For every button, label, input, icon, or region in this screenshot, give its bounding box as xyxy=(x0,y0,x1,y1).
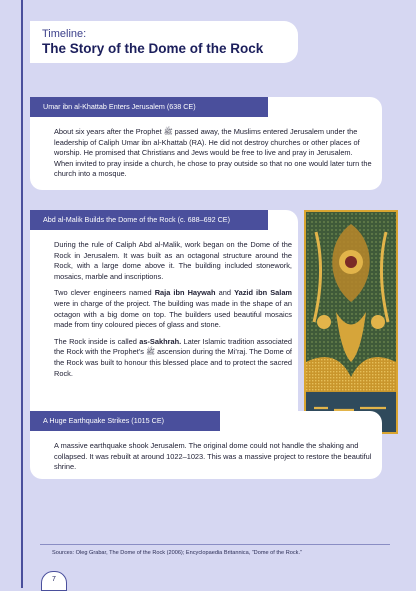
text-run: The Rock inside is called xyxy=(54,336,140,346)
section-paragraph: About six years after the Prophet ﷺ passed away, the Muslims entered Jerusalem under the leadership of Caliph Umar ibn al-Khattab (RA). He did not destroy churches or other places of worship. He promised that Christians and Jews would be free to live and pray in Jerusalem. When invited to pray inside a church, he chose to pray outside so that no one would later turn the church into a mosque. xyxy=(54,127,372,179)
term-sakhrah: as-Sakhrah. xyxy=(139,336,182,346)
timeline-card-abd-al-malik xyxy=(30,210,298,431)
sources-note: Sources: Oleg Grabar, The Dome of the Rock (2006); Encyclopaedia Britannica, “Dome of the Rock.” xyxy=(52,550,302,556)
footer-rule xyxy=(40,544,390,545)
section-paragraph xyxy=(54,288,292,330)
section-body xyxy=(54,127,372,186)
section-heading-abd-al-malik: Abd al-Malik Builds the Dome of the Rock (c. 688–692 CE) xyxy=(30,210,268,230)
section-paragraph xyxy=(54,337,292,379)
engineer-name: Raja ibn Haywah xyxy=(154,288,216,298)
timeline-spine xyxy=(21,0,23,588)
page-number: 7 xyxy=(41,571,67,591)
text-run: and xyxy=(215,288,235,298)
mosaic-image-frame xyxy=(304,210,398,434)
title-card xyxy=(30,21,298,63)
text-run: were in charge of the project. The building was made in the shape of an octagon with a big dome on top. The builders used beautiful mosaics made from tiny coloured pieces of glass and stone. xyxy=(54,298,292,330)
text-run: Two clever engineers named xyxy=(54,288,155,298)
text-run: Later Islamic tradition associated the Rock with the Prophet’s ﷺ ascension during the Mi’raj. The Dome of the Rock was built to honour this blessed place and to protect the sacred Rock. xyxy=(54,336,292,378)
engineer-name: Yazid ibn Salam xyxy=(234,288,293,298)
mosaic-image xyxy=(306,212,396,432)
title-kicker: Timeline: xyxy=(42,28,87,40)
page-title: The Story of the Dome of the Rock xyxy=(42,41,264,56)
section-paragraph: A massive earthquake shook Jerusalem. The original dome could not handle the shaking and collapsed. It was rebuilt at around 1022–1023. This was a massive project to restore the beautiful shrine. xyxy=(54,441,372,472)
section-heading-umar: Umar ibn al-Khattab Enters Jerusalem (638 CE) xyxy=(30,97,268,117)
section-paragraph: During the rule of Caliph Abd al-Malik, work began on the Dome of the Rock in Jerusalem. It was built as an octagonal structure around the Rock, with a large dome above it. The building included stonework, mosaics, marble and inscriptions. xyxy=(54,240,292,281)
section-body xyxy=(54,240,292,385)
section-body xyxy=(54,441,372,479)
section-heading-earthquake: A Huge Earthquake Strikes (1015 CE) xyxy=(30,411,220,431)
